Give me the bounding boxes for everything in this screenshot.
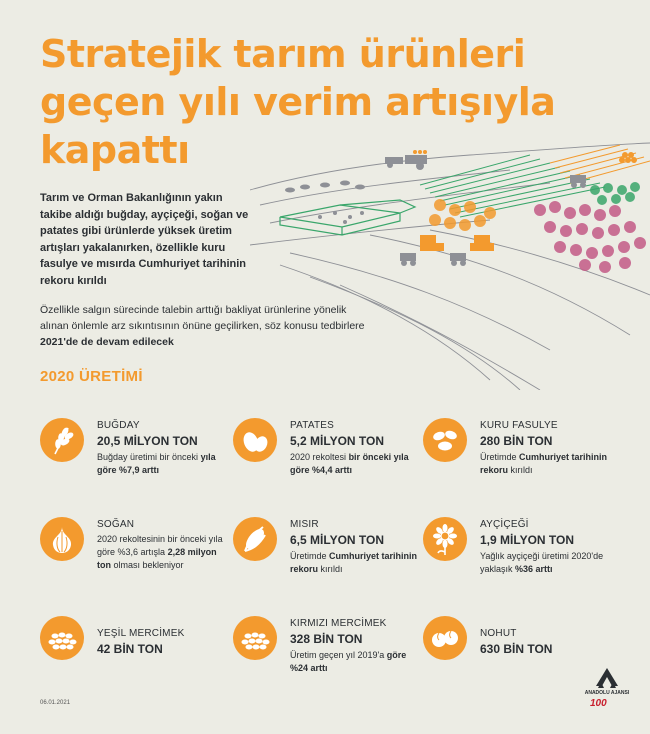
item-name: BUĞDAY bbox=[97, 420, 140, 431]
item-name: SOĞAN bbox=[97, 519, 135, 530]
item-desc bbox=[290, 550, 418, 576]
list-item bbox=[423, 517, 613, 597]
item-name: KURU FASULYE bbox=[480, 420, 558, 431]
item-value: 42 BİN TON bbox=[97, 642, 163, 656]
item-desc-text: Üretimde bbox=[290, 551, 327, 561]
item-desc-bold: Cumhuriyet tarihinin rekoru bbox=[480, 452, 608, 475]
list-item bbox=[40, 616, 230, 696]
item-value: 20,5 MİLYON TON bbox=[97, 434, 198, 448]
note-body: Özellikle salgın sürecinde talebin arttığı bakliyat ürünlerine yönelik alınan önlemle arz sıkıntısının önüne geçilirken, söz konusu tedbirlere bbox=[40, 304, 365, 332]
item-name: NOHUT bbox=[480, 628, 517, 639]
item-desc-bold: göre %24 arttı bbox=[290, 650, 407, 673]
item-value: 630 BİN TON bbox=[480, 642, 553, 656]
item-value: 5,2 MİLYON TON bbox=[290, 434, 385, 448]
item-name: PATATES bbox=[290, 420, 334, 431]
wheat-icon bbox=[40, 418, 84, 462]
item-name: AYÇİÇEĞİ bbox=[480, 519, 529, 530]
item-desc-text: Üretimde bbox=[480, 452, 517, 462]
intro-text: Tarım ve Orman Bakanlığının yakın takibe aldığı buğday, ayçiçeği, soğan ve patates gibi ürünlerde yüksek üretim artışları yakalanırken, özellikle kuru fasulye ve mısırda Cumhuriyet tarihinin rekoru kırıldı bbox=[40, 192, 249, 287]
green-lentil-icon bbox=[40, 616, 84, 660]
potato-icon bbox=[233, 418, 277, 462]
corn-icon bbox=[233, 517, 277, 561]
onion-icon bbox=[40, 517, 84, 561]
list-item bbox=[233, 517, 423, 597]
item-value: 1,9 MİLYON TON bbox=[480, 533, 575, 547]
item-desc-tail: kırıldı bbox=[320, 564, 343, 574]
item-desc-text: Üretim geçen yıl 2019'a bbox=[290, 650, 385, 660]
item-name: YEŞİL MERCİMEK bbox=[97, 628, 185, 639]
item-desc bbox=[290, 649, 418, 675]
item-desc-text: Yağlık ayçiçeği üretimi 2020'de yaklaşık bbox=[480, 551, 604, 574]
item-desc-tail: kırıldı bbox=[510, 465, 533, 475]
list-item bbox=[423, 418, 613, 498]
red-lentil-icon bbox=[233, 616, 277, 660]
item-name: MISIR bbox=[290, 519, 319, 530]
item-desc bbox=[290, 451, 418, 477]
item-desc-bold: Cumhuriyet tarihinin rekoru bbox=[290, 551, 418, 574]
item-desc bbox=[480, 550, 608, 576]
bean-icon bbox=[423, 418, 467, 462]
item-desc bbox=[97, 533, 225, 572]
item-desc-text: Buğday üretimi bir önceki bbox=[97, 452, 199, 462]
logo-text: ANADOLU AJANSI bbox=[584, 690, 630, 696]
item-desc-text: 2020 rekoltesi bbox=[290, 452, 347, 462]
item-name: KIRMIZI MERCİMEK bbox=[290, 618, 387, 629]
item-desc-bold: %36 arttı bbox=[515, 564, 553, 574]
item-value: 280 BİN TON bbox=[480, 434, 553, 448]
item-desc-bold: 2,28 milyon ton bbox=[97, 547, 217, 570]
item-desc-tail: olması bekleniyor bbox=[113, 560, 184, 570]
farm-landscape-illustration bbox=[250, 135, 650, 390]
item-desc-bold: yıla göre %7,9 arttı bbox=[97, 452, 216, 475]
item-desc-bold: bir önceki yıla göre %4,4 arttı bbox=[290, 452, 409, 475]
item-value: 6,5 MİLYON TON bbox=[290, 533, 385, 547]
list-item bbox=[40, 418, 230, 498]
item-desc bbox=[97, 451, 225, 477]
footer-date: 06.01.2021 bbox=[40, 700, 71, 706]
note-bold: 2021'de de devam edilecek bbox=[40, 336, 174, 348]
anniversary-badge: 100 bbox=[590, 698, 607, 709]
item-desc bbox=[480, 451, 608, 477]
list-item bbox=[233, 418, 423, 498]
list-item bbox=[233, 616, 423, 696]
page-title: Stratejik tarım ürünleri geçen yılı verim artışıyla kapattı bbox=[40, 32, 556, 172]
item-value: 328 BİN TON bbox=[290, 632, 363, 646]
chickpea-icon bbox=[423, 616, 467, 660]
list-item bbox=[40, 517, 230, 597]
sunflower-icon bbox=[423, 517, 467, 561]
section-title: 2020 ÜRETİMİ bbox=[40, 368, 143, 385]
item-desc-text: 2020 rekoltesinin bir önceki yıla göre %3,6 artışla bbox=[97, 534, 223, 557]
